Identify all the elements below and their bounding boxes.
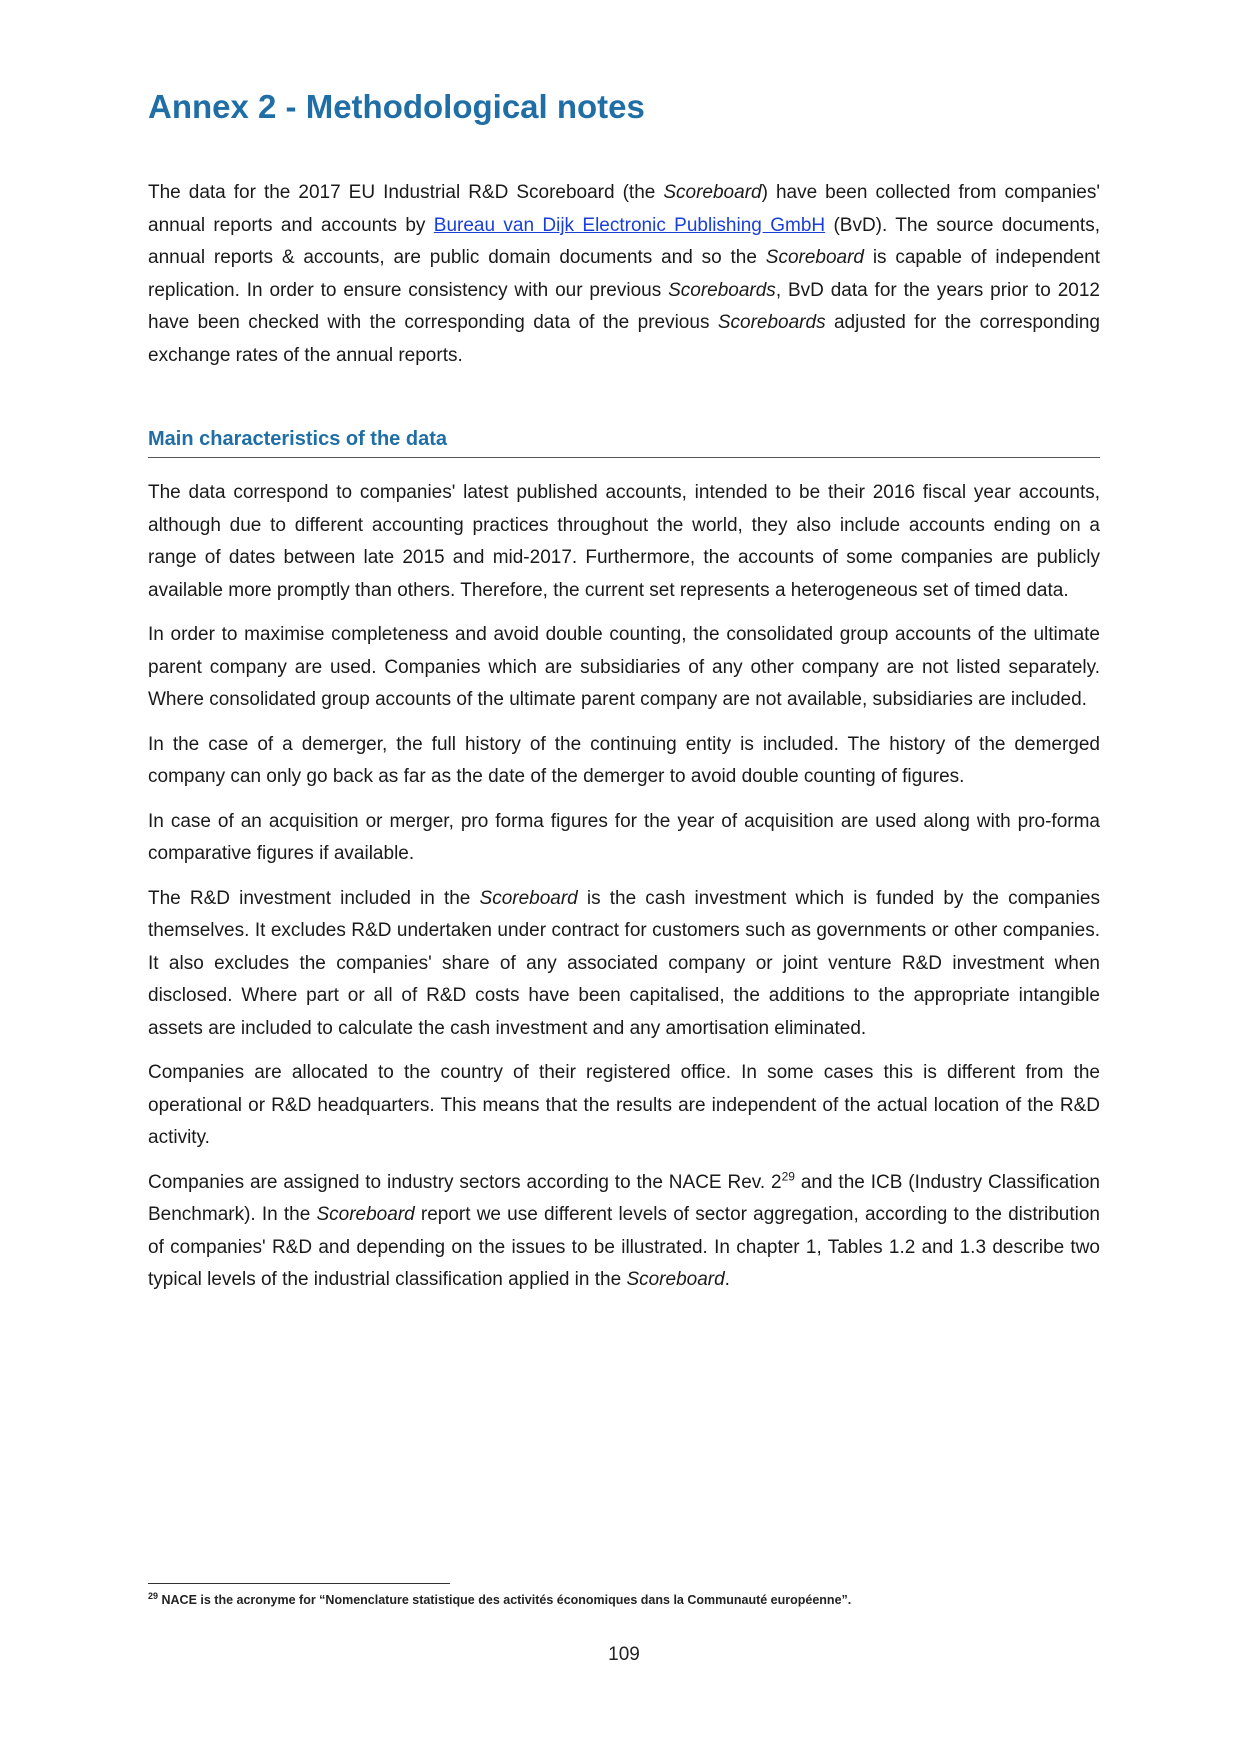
- bvd-link[interactable]: Bureau van Dijk Electronic Publishing GmbH: [433, 214, 826, 236]
- paragraph-rd-investment: [148, 883, 1100, 1046]
- sector-text-1: Companies are assigned to industry sectors according to the NACE Rev. 2: [148, 1171, 782, 1193]
- footnote-reference[interactable]: 29: [781, 1169, 795, 1184]
- rd-text-1: The R&D investment included in the: [148, 887, 480, 909]
- footnote: [148, 1590, 1100, 1607]
- sector-text-4: .: [724, 1269, 730, 1290]
- intro-italic-scoreboards-4: Scoreboards: [717, 312, 826, 333]
- sector-italic-scoreboard-1: Scoreboard: [316, 1204, 415, 1225]
- intro-text-6: adjusted for the corresponding exchange rates of the annual reports.: [148, 312, 1100, 366]
- sector-text-3: report we use different levels of sector aggregation, according to the distribution of companies' R&D and depending on the issues to be illustrated. In chapter 1, Tables 1.2 and 1.3 describe two typical levels of the industrial classification applied in the: [148, 1204, 1100, 1290]
- intro-text-4: is capable of independent replication. In order to ensure consistency with our previous: [148, 247, 1101, 301]
- intro-italic-scoreboard-1: Scoreboard: [663, 182, 762, 203]
- footnote-text: NACE is the acronyme for “Nomenclature statistique des activités économiques dans la Communauté européenne”.: [158, 1593, 852, 1607]
- intro-text-3: (BvD). The source documents, annual reports & accounts, are public domain documents and so the: [148, 214, 1100, 268]
- intro-italic-scoreboards-3: Scoreboards: [668, 279, 776, 301]
- intro-text-5: , BvD data for the years prior to 2012 have been checked with the corresponding data of the previous: [148, 279, 1100, 333]
- page-number: 109: [608, 1644, 640, 1665]
- sector-text-2: and the ICB (Industry Classification Benchmark). In the: [148, 1171, 1100, 1225]
- footnote-number: 29: [148, 1590, 159, 1601]
- intro-italic-scoreboard-2: Scoreboard: [765, 247, 864, 268]
- sector-italic-scoreboard-2: Scoreboard: [626, 1269, 725, 1290]
- paragraph-consolidated-accounts: In order to maximise completeness and avoid double counting, the consolidated group accounts of the ultimate parent company are used. Companies which are subsidiaries of any other company are not listed separately. Where consolidated group accounts of the ultimate parent company are not available, subsidiaries are included.: [148, 624, 1100, 710]
- paragraph-sector-classification: [148, 1167, 1100, 1297]
- section-heading: Main characteristics of the data: [148, 428, 1100, 458]
- paragraph-acquisition: In case of an acquisition or merger, pro forma figures for the year of acquisition are used along with pro-forma comparative figures if available.: [148, 810, 1100, 864]
- section-body: [148, 477, 1100, 1309]
- page-title: Annex 2 - Methodological notes: [148, 88, 645, 125]
- intro-paragraph: [148, 177, 1100, 372]
- intro-text-1: The data for the 2017 EU Industrial R&D Scoreboard (the: [148, 182, 664, 203]
- paragraph-latest-accounts: The data correspond to companies' latest published accounts, intended to be their 2016 fiscal year accounts, although due to different accounting practices throughout the world, they also include accounts ending on a range of dates between late 2015 and mid-2017. Furthermore, the accounts of some companies are publicly available more promptly than others. Therefore, the current set represents a heterogeneous set of timed data.: [148, 482, 1100, 601]
- footnote-divider: [148, 1583, 450, 1584]
- paragraph-demerger: In the case of a demerger, the full history of the continuing entity is included. The history of the demerged company can only go back as far as the date of the demerger to avoid double counting of figures.: [148, 733, 1100, 787]
- rd-italic-scoreboard: Scoreboard: [479, 887, 578, 909]
- paragraph-country-allocation: Companies are allocated to the country of their registered office. In some cases this is different from the operational or R&D headquarters. This means that the results are independent of the actual location of the R&D activity.: [148, 1062, 1100, 1148]
- intro-text-2: ) have been collected from companies' annual reports and accounts by: [148, 182, 1100, 236]
- rd-text-2: is the cash investment which is funded by the companies themselves. It excludes R&D undertaken under contract for customers such as governments or other companies. It also excludes the companies' share of any associated company or joint venture R&D investment when disclosed. Where part or all of R&D costs have been capitalised, the additions to the appropriate intangible assets are included to calculate the cash investment and any amortisation eliminated.: [148, 887, 1100, 1039]
